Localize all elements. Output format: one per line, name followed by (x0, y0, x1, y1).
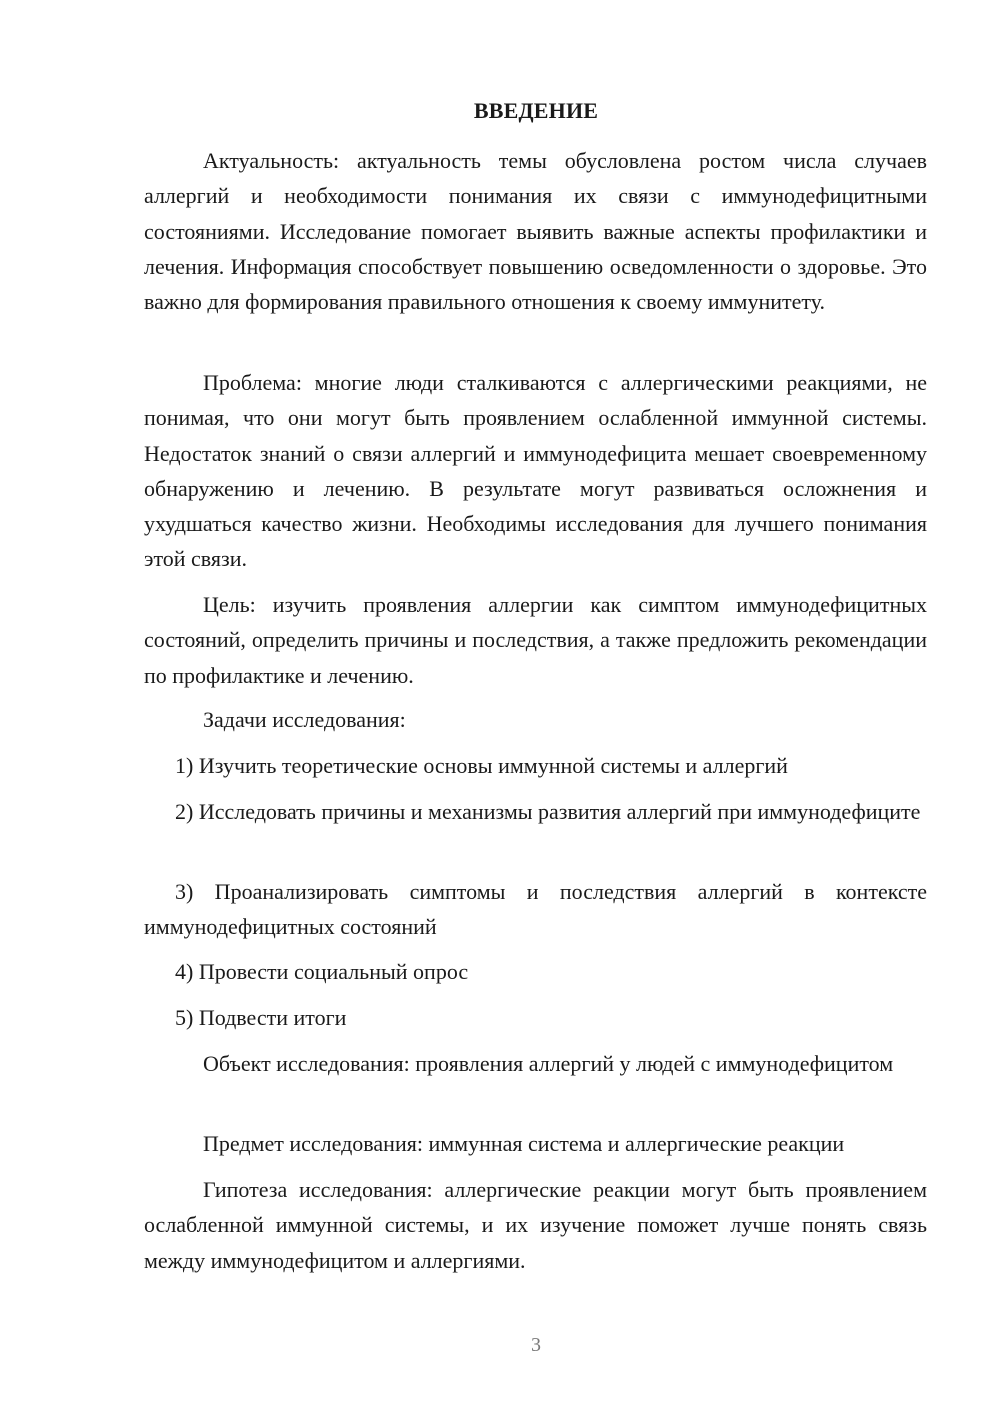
task-list-item: 4) Провести социальный опрос (175, 959, 469, 984)
page-title: ВВЕДЕНИЕ (473, 98, 599, 123)
task-list-item: 5) Подвести итоги (175, 1005, 347, 1030)
paragraph-subject: Предмет исследования: иммунная система и аллергические реакции (203, 1131, 845, 1156)
paragraph-relevance: Актуальность: актуальность темы обусловлена ростом числа случаев аллергий и необходимости понимания их связи с иммунодефицитными состояниями. Исследование помогает выявить важные аспекты профилактики и лечения. Информация способствует повышению осведомленности о здоровье. Это важно для формирования правильного отношения к своему иммунитету. (144, 148, 927, 315)
paragraph-tasks-heading: Задачи исследования: (203, 707, 406, 732)
task-list-item: 2) Исследовать причины и механизмы развития аллергий при иммунодефиците (175, 799, 921, 824)
page-number: 3 (531, 1334, 541, 1356)
paragraph-goal: Цель: изучить проявления аллергии как симптом иммунодефицитных состояний, определить причины и последствия, а также предложить рекомендации по профилактике и лечению. (144, 592, 927, 688)
paragraph-hypothesis: Гипотеза исследования: аллергические реакции могут быть проявлением ослабленной иммунной системы, и их изучение поможет лучше понять связь между иммунодефицитом и аллергиями. (144, 1177, 927, 1273)
paragraph-problem: Проблема: многие люди сталкиваются с аллергическими реакциями, не понимая, что они могут быть проявлением ослабленной иммунной системы. Недостаток знаний о связи аллергий и иммунодефицита мешает своевременному обнаружению и лечению. В результате могут развиваться осложнения и ухудшаться качество жизни. Необходимы исследования для лучшего понимания этой связи. (144, 370, 927, 572)
task-list-item: 3) Проанализировать симптомы и последствия аллергий в контексте иммунодефицитных состояний (144, 879, 927, 940)
paragraph-object: Объект исследования: проявления аллергий у людей с иммунодефицитом (203, 1051, 894, 1076)
task-list-item: 1) Изучить теоретические основы иммунной системы и аллергий (175, 753, 788, 778)
